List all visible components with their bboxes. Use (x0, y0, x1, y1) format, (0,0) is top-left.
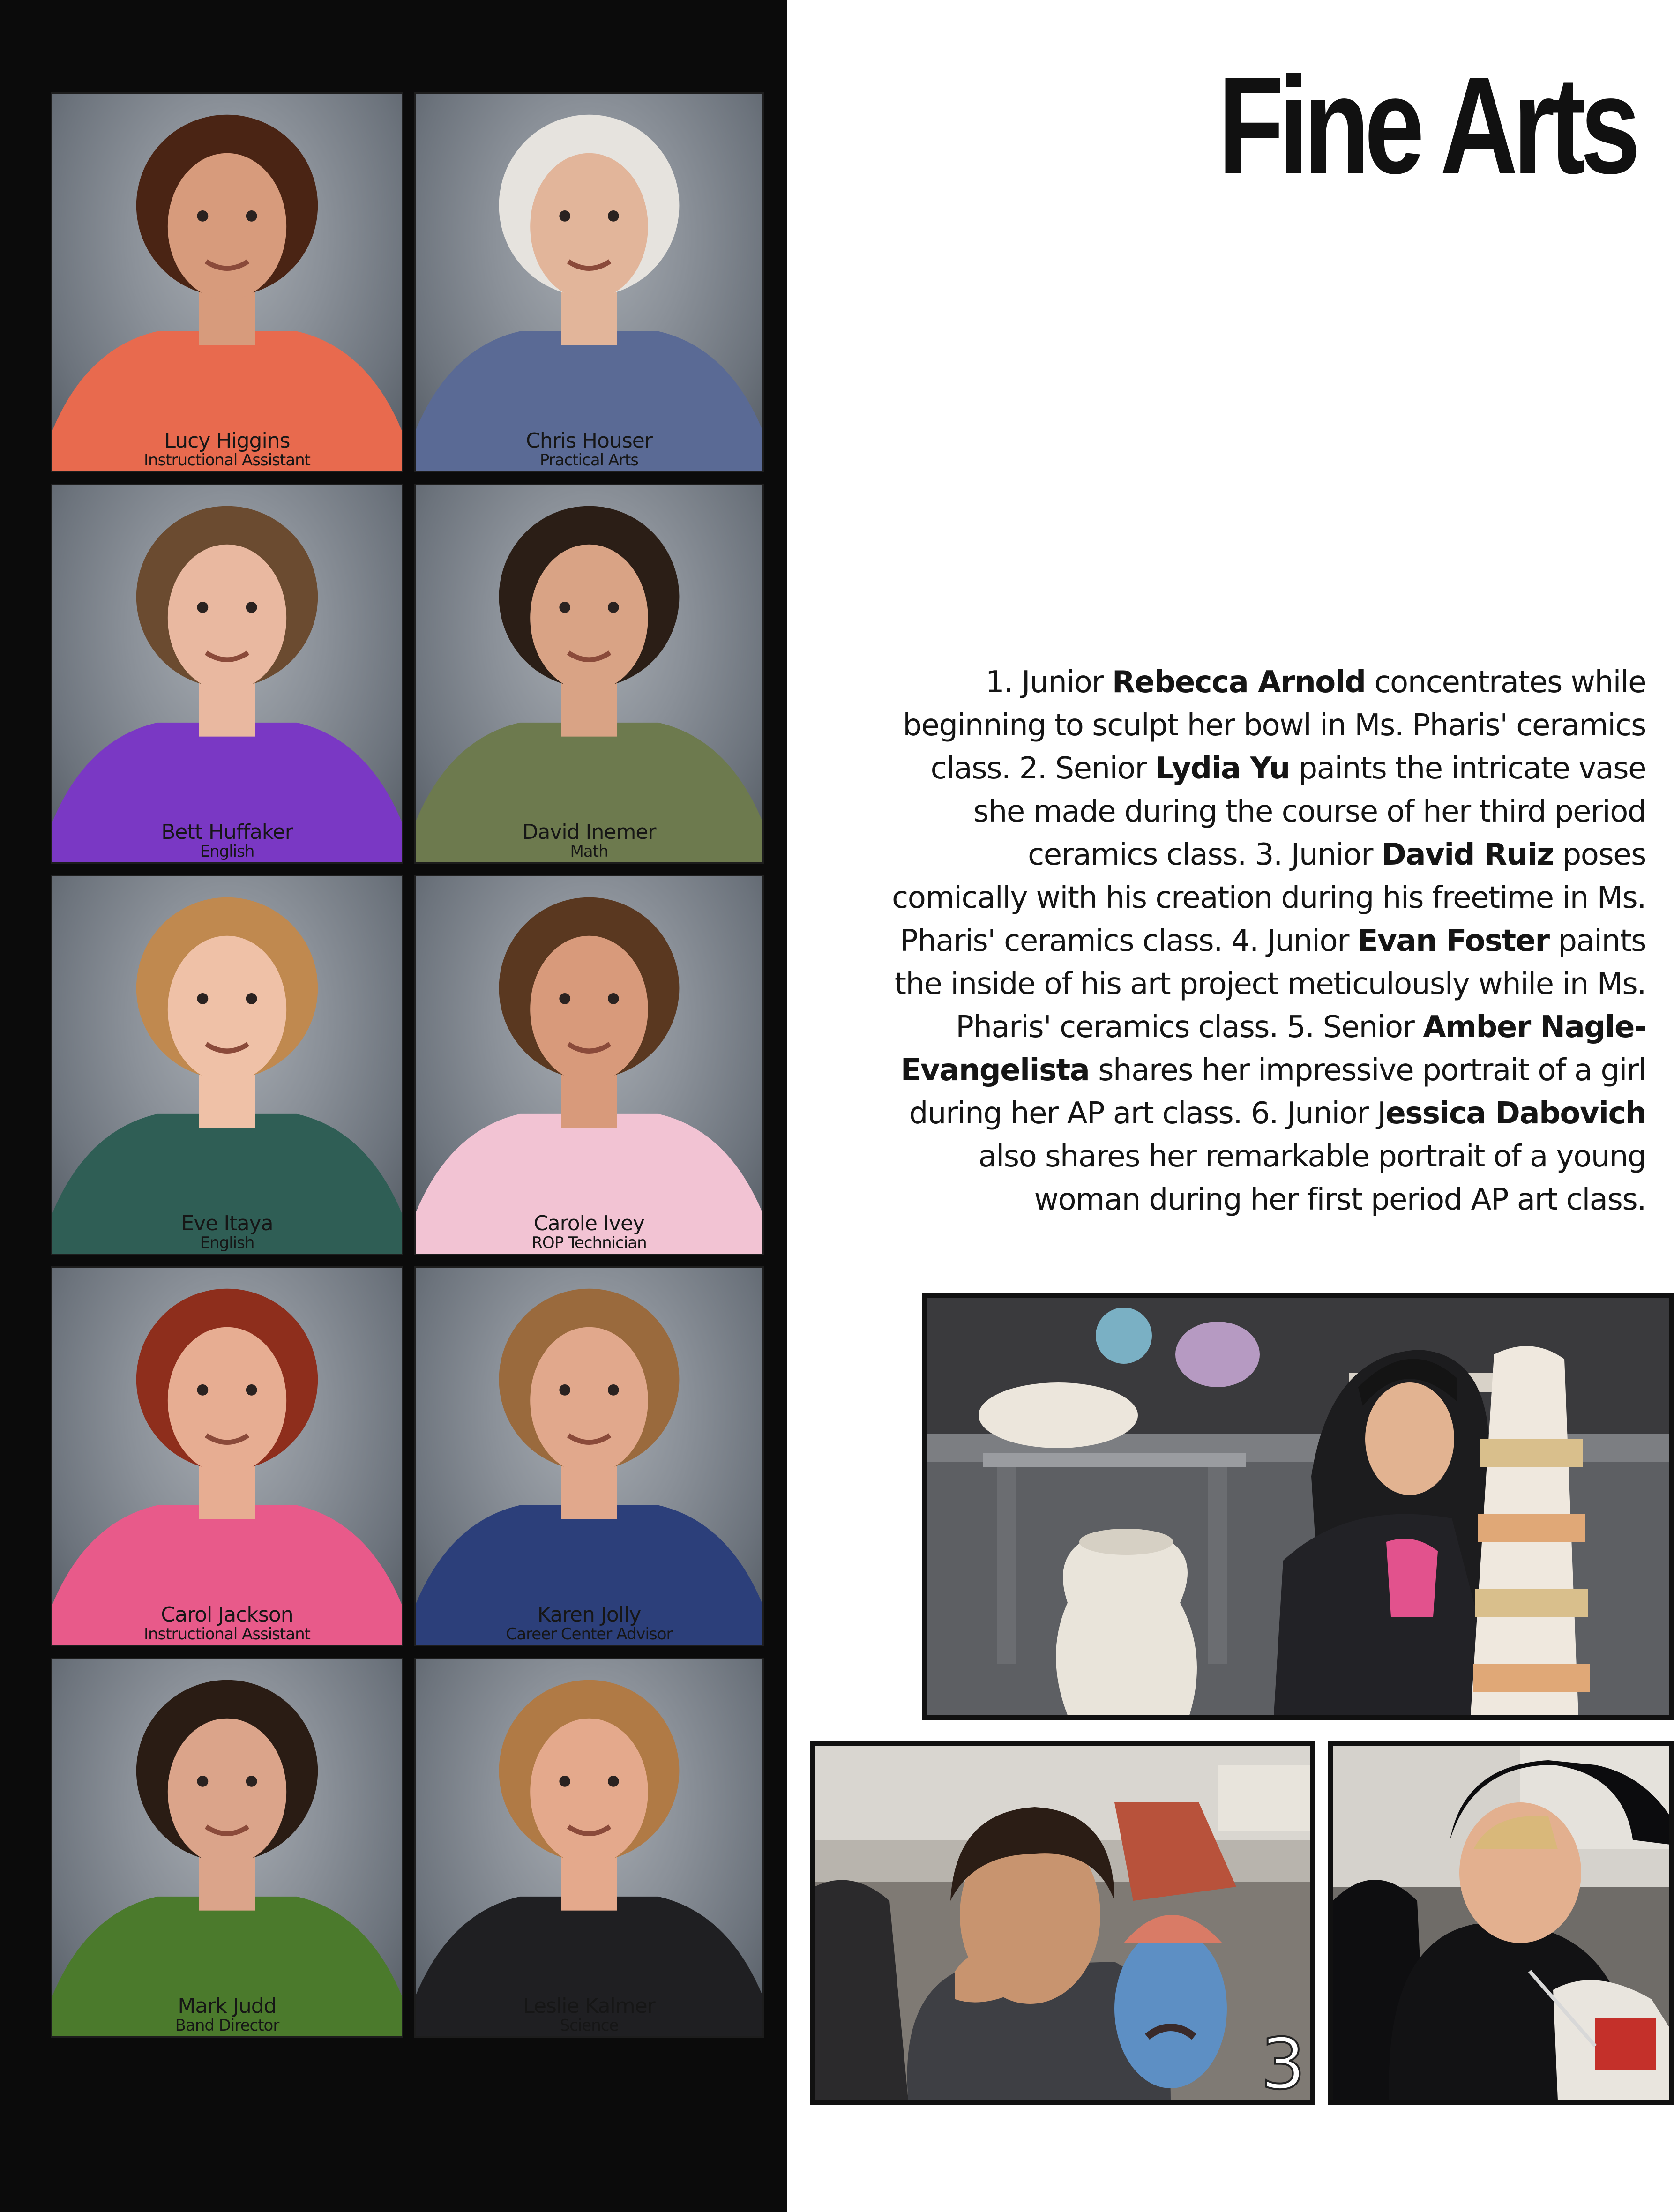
portrait-photo (416, 876, 762, 1254)
portrait-caption (416, 1213, 762, 1254)
staff-role: Career Center Advisor (506, 1625, 673, 1644)
photo-art-project (1328, 1741, 1674, 2105)
staff-portrait (416, 1268, 762, 1645)
caption-text: also shares her remarkable portrait of a young woman during her first period AP art class. (978, 1139, 1646, 1217)
staff-role: ROP Technician (531, 1233, 647, 1252)
staff-role: Instructional Assistant (144, 451, 310, 470)
staff-portrait-grid (52, 94, 762, 2036)
portrait-caption (52, 1605, 402, 1645)
portrait-photo (52, 1268, 402, 1645)
caption-text: concentrates while beginning to sculpt her bowl in Ms. Pharis' ceramics class. 2. Senior (903, 665, 1646, 786)
student-name: Amber Nagle-Evangelista (900, 1010, 1646, 1088)
staff-name: Chris Houser (526, 429, 652, 453)
caption-text: paints the inside of his art project meticulously while in Ms. Pharis' ceramics class. 5. Senior (894, 924, 1646, 1045)
portrait-caption (52, 431, 402, 471)
staff-name: Eve Itaya (181, 1211, 273, 1235)
portrait-photo (52, 1659, 402, 2036)
staff-role: English (200, 1233, 254, 1252)
staff-role: Instructional Assistant (144, 1625, 310, 1644)
photo-captions (890, 661, 1646, 1221)
portrait-caption (52, 1996, 402, 2036)
portrait-caption (416, 1605, 762, 1645)
photo-ceramics-painting (922, 1293, 1674, 1720)
student-name: David Ruiz (1381, 837, 1554, 872)
portrait-photo (416, 1659, 762, 2036)
page-number: 3 (1261, 2024, 1306, 2105)
student-name: essica Dabovich (1385, 1096, 1646, 1131)
caption-text: 1. Junior (985, 665, 1112, 700)
caption-text: paints the intricate vase she made during the course of her third period ceramics class. 3. Junior (973, 751, 1646, 872)
photo-ceramics-pose (810, 1741, 1315, 2105)
student-name: Rebecca Arnold (1112, 665, 1366, 700)
staff-name: Carole Ivey (533, 1211, 645, 1235)
staff-name: Leslie Kalmer (523, 1994, 655, 2018)
staff-role: Practical Arts (539, 451, 639, 470)
staff-portrait (416, 1659, 762, 2036)
staff-portrait (52, 1659, 402, 2036)
portrait-photo (416, 485, 762, 862)
staff-portrait (52, 94, 402, 471)
staff-name: Karen Jolly (537, 1603, 641, 1627)
page-title: Fine Arts (1218, 48, 1636, 202)
portrait-caption (416, 431, 762, 471)
portrait-photo (52, 485, 402, 862)
staff-role: Band Director (175, 2016, 279, 2035)
portrait-photo (416, 94, 762, 471)
staff-portrait (416, 876, 762, 1254)
staff-name: Carol Jackson (161, 1603, 293, 1627)
staff-portrait (416, 485, 762, 862)
staff-portrait (52, 876, 402, 1254)
portrait-caption (416, 822, 762, 862)
portrait-caption (52, 1213, 402, 1254)
caption-text: poses comically with his creation during his freetime in Ms. Pharis' ceramics class. 4. Junior (892, 837, 1646, 958)
caption-text: shares her impressive portrait of a girl during her AP art class. 6. Junior J (909, 1053, 1646, 1131)
staff-portrait (52, 485, 402, 862)
student-name: Lydia Yu (1155, 751, 1290, 786)
staff-portrait (52, 1268, 402, 1645)
staff-name: Bett Huffaker (161, 820, 293, 844)
staff-name: David Inemer (522, 820, 656, 844)
staff-role: English (200, 842, 254, 861)
portrait-photo (52, 94, 402, 471)
staff-name: Mark Judd (178, 1994, 277, 2018)
staff-name: Lucy Higgins (164, 429, 290, 453)
staff-role: Math (570, 842, 608, 861)
portrait-caption (416, 1996, 762, 2036)
staff-panel (0, 0, 787, 2212)
student-name: Evan Foster (1357, 924, 1549, 958)
staff-portrait (416, 94, 762, 471)
portrait-photo (416, 1268, 762, 1645)
portrait-photo (52, 876, 402, 1254)
portrait-caption (52, 822, 402, 862)
staff-role: Science (560, 2016, 619, 2035)
